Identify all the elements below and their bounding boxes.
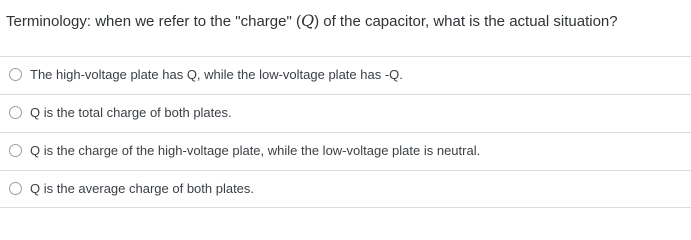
radio-button-option-4[interactable] <box>9 182 22 195</box>
radio-button-option-1[interactable] <box>9 68 22 81</box>
answer-option[interactable] <box>0 170 691 208</box>
answer-option[interactable] <box>0 56 691 94</box>
option-label-2[interactable]: Q is the total charge of both plates. <box>30 105 232 120</box>
question-text <box>6 10 618 33</box>
question-variable: Q <box>300 11 315 30</box>
answer-option[interactable] <box>0 94 691 132</box>
option-label-4[interactable]: Q is the average charge of both plates. <box>30 181 255 196</box>
answer-options <box>0 56 691 208</box>
option-label-3[interactable]: Q is the charge of the high-voltage plate, while the low-voltage plate is neutral. <box>30 143 481 158</box>
radio-button-option-2[interactable] <box>9 106 22 119</box>
question-suffix: ) of the capacitor, what is the actual situation? <box>314 13 618 30</box>
radio-button-option-3[interactable] <box>9 144 22 157</box>
question-prefix: Terminology: when we refer to the "charge" ( <box>6 13 301 30</box>
answer-option[interactable] <box>0 132 691 170</box>
option-label-1[interactable]: The high-voltage plate has Q, while the low-voltage plate has -Q. <box>30 67 403 82</box>
